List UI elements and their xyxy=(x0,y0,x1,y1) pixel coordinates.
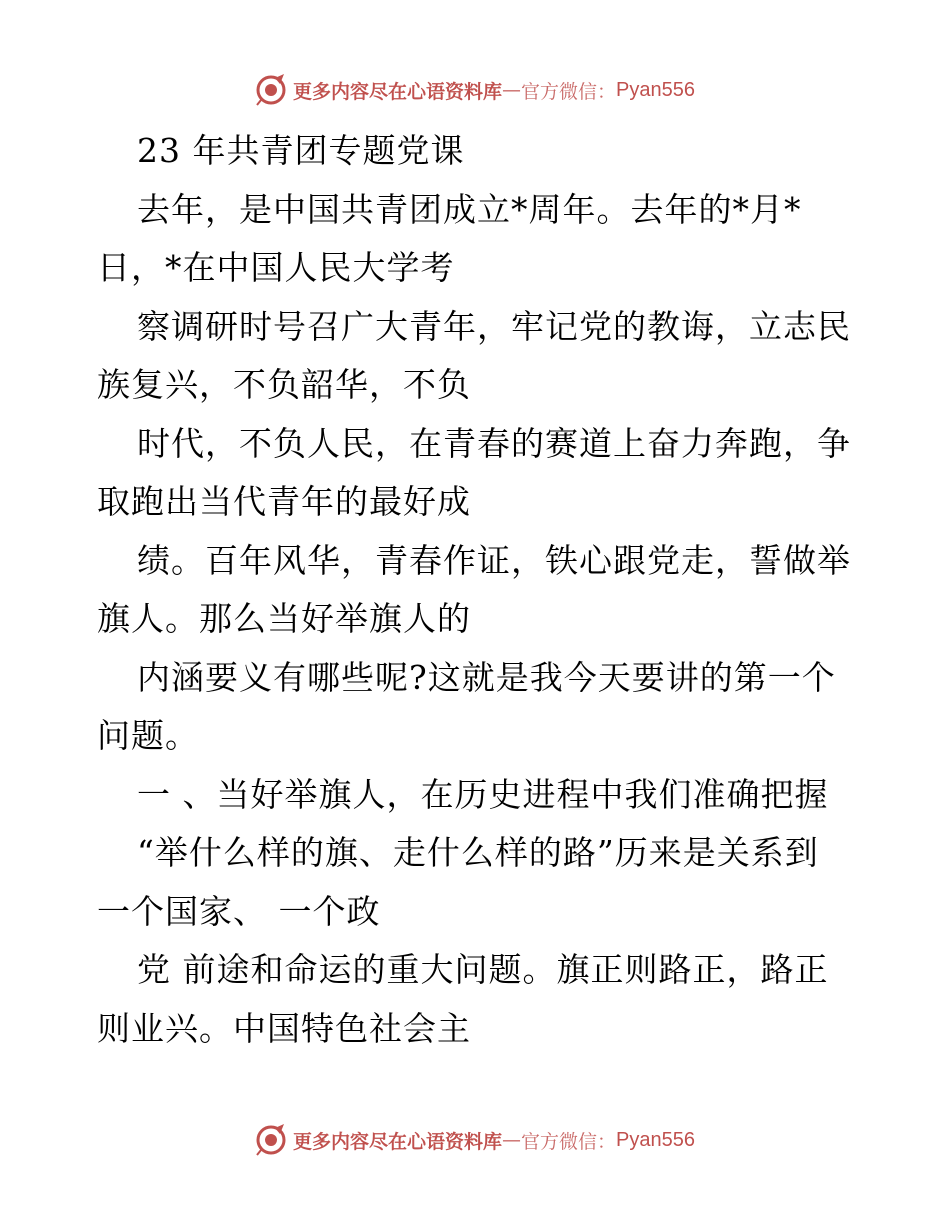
watermark-dash: — xyxy=(502,79,522,101)
section-heading: 一 、当好举旗人，在历史进程中我们准确把握 xyxy=(137,774,829,814)
paragraph-line: 内涵要义有哪些呢?这就是我今天要讲的第一个 xyxy=(137,657,836,697)
paragraph-line: 去年，是中国共青团成立*周年。去年的*月* xyxy=(137,189,802,229)
watermark-wechat-id: Pyan556 xyxy=(616,1128,695,1151)
watermark-wechat-label: 官方微信： xyxy=(521,80,617,103)
paragraph-line: 取跑出当代青年的最好成 xyxy=(97,482,471,521)
paragraph-line: 族复兴，不负韶华，不负 xyxy=(97,365,471,404)
watermark-dash: — xyxy=(502,1129,522,1151)
document-title: 23 年共青团专题党课 xyxy=(137,131,465,170)
paragraph-line: 时代，不负人民，在青春的赛道上奋力奔跑，争 xyxy=(137,423,851,463)
paragraph-line: 察调研时号召广大青年，牢记党的教诲，立志民 xyxy=(137,306,851,346)
paragraph-line: “举什么样的旗、走什么样的路”历来是关系到 xyxy=(137,833,819,872)
watermark-site-text: 更多内容尽在心语资料库 xyxy=(293,80,503,103)
quill-seal-icon xyxy=(255,1124,287,1156)
paragraph-line: 旗人。那么当好举旗人的 xyxy=(97,599,471,638)
quill-seal-icon xyxy=(255,74,287,106)
watermark-wechat-id: Pyan556 xyxy=(616,78,695,101)
watermark-wechat-label: 官方微信： xyxy=(521,1130,617,1153)
paragraph-line: 一个国家、 一个政 xyxy=(97,891,381,931)
watermark-banner-top xyxy=(0,70,950,110)
watermark-site-text: 更多内容尽在心语资料库 xyxy=(293,1130,503,1153)
document-body xyxy=(97,122,857,1058)
watermark-banner-bottom xyxy=(0,1120,950,1160)
paragraph-line: 绩。百年风华，青春作证，铁心跟党走，誓做举 xyxy=(137,540,851,580)
paragraph-line: 问题。 xyxy=(97,716,199,755)
paragraph-line: 日，*在中国人民大学考 xyxy=(97,248,455,287)
paragraph-line: 党 前途和命运的重大问题。旗正则路正，路正 xyxy=(137,950,829,989)
paragraph-line: 则业兴。中国特色社会主 xyxy=(97,1008,471,1048)
